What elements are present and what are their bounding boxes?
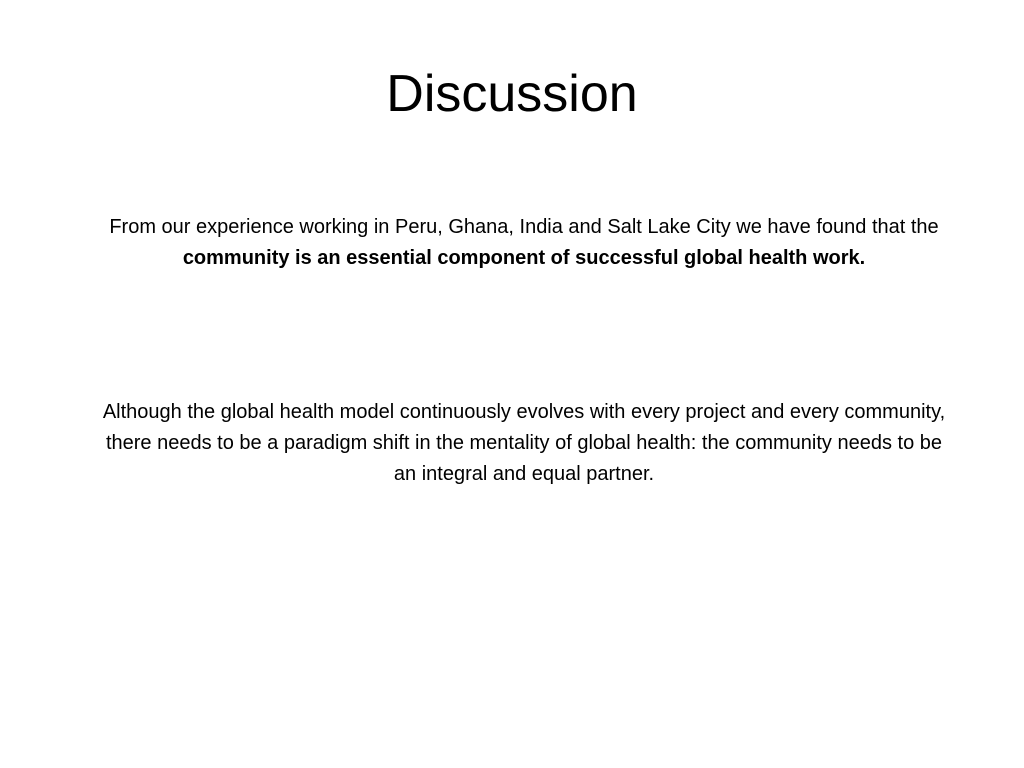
paragraph-paradigm-shift: Although the global health model continuously evolves with every project and every community, there needs to be a paradigm shift in the mentality of global health: the community needs to be an integral and equal partner. (102, 401, 946, 485)
paragraph-experience-lead: From our experience working in Peru, Ghana, India and Salt Lake City we have found that the (109, 216, 939, 238)
slide-title: Discussion (386, 65, 638, 123)
paragraph-experience-emphasis: community is an essential component of successful global health work. (182, 247, 866, 269)
paragraph-experience (100, 212, 948, 274)
